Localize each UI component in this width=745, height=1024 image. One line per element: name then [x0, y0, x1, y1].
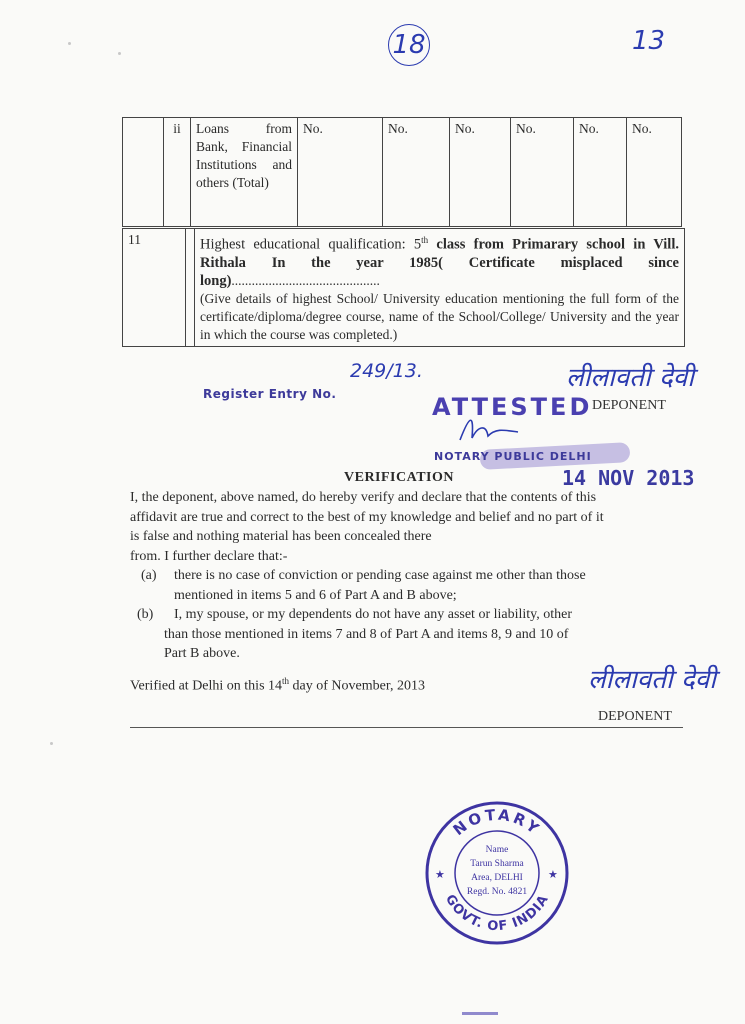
table-cell: No. [298, 118, 383, 227]
table-row [123, 118, 682, 227]
date-stamp: 14 NOV 2013 [562, 466, 695, 490]
clause-b-label: (b) [137, 607, 154, 622]
seal-line-3: Area, DELHI [471, 873, 523, 883]
verified-sup: th [282, 676, 290, 686]
register-entry-stamp: Register Entry No. [203, 387, 337, 401]
qualification-lead: Highest educational qualification: 5 [200, 236, 422, 253]
row-index: 11 [123, 229, 186, 347]
assets-table-row-ii [122, 117, 682, 227]
verification-line: is false and nothing material has been concealed there [130, 529, 432, 544]
seal-line-2: Tarun Sharma [470, 859, 524, 869]
table-cell: No. [383, 118, 450, 227]
page-number: 13 [632, 26, 666, 56]
row-index: ii [164, 118, 191, 227]
clause-line: than those mentioned in items 7 and 8 of Part A and items 8, 9 and 10 of [164, 626, 569, 642]
verified-prefix: Verified at Delhi on this 14 [130, 678, 283, 694]
deponent-signature: लीलावती देवी [566, 363, 694, 393]
table-cell-empty [123, 118, 164, 227]
verification-line: from. I further declare that:- [130, 548, 288, 564]
table-cell: No. [511, 118, 574, 227]
seal-line-4: Regd. No. 4821 [466, 887, 528, 897]
deponent-label: DEPONENT [598, 709, 672, 724]
notary-public-stamp: NOTARY PUBLIC DELHI [434, 450, 592, 463]
row-label-text: Loans from Bank, Financial Institutions and others (Total) [196, 121, 292, 190]
table-cell-empty [186, 229, 195, 347]
table-cell: No. [627, 118, 682, 227]
qualification-dots: ............................................ [231, 272, 380, 288]
register-entry-number: 249/13. [350, 360, 423, 382]
verification-body [130, 488, 690, 664]
clause-a-label: (a) [141, 568, 157, 583]
divider-line [130, 727, 683, 728]
circled-number-text: 18 [392, 30, 426, 60]
stamp-fragment [462, 1012, 498, 1015]
seal-line-1: Name [485, 845, 509, 855]
scan-speck [50, 742, 53, 745]
seal-bottom-text: GOVT. OF INDIA [441, 892, 553, 935]
scan-speck [68, 42, 71, 45]
scan-speck [118, 52, 121, 55]
clause-b [130, 605, 690, 664]
seal-top-text: NOTARY [449, 805, 545, 840]
qualification-detail: class from Primarary school in Vill. Rithala In the year 1985( Certificate misplaced since long) [200, 236, 679, 289]
attested-stamp: ATTESTED [432, 393, 593, 421]
clause-line: there is no case of conviction or pending case against me other than those [174, 568, 586, 583]
clause-line: mentioned in items 5 and 6 of Part A and B above; [174, 587, 457, 603]
clause-line: I, my spouse, or my dependents do not have any asset or liability, other [174, 607, 573, 622]
table-cell: No. [450, 118, 511, 227]
education-table-row-11 [122, 228, 685, 347]
table-row [123, 229, 685, 347]
verification-line: affidavit are true and correct to the best of my knowledge and belief and no part of it [130, 509, 604, 525]
verification-line: I, the deponent, above named, do hereby verify and declare that the contents of this [130, 490, 597, 505]
deponent-signature: लीलावती देवी [588, 665, 716, 695]
qualification-sup: th [421, 235, 429, 245]
verified-suffix: day of November, 2013 [289, 678, 425, 694]
clause-a [130, 566, 690, 605]
svg-text:GOVT. OF INDIA [442, 892, 552, 934]
table-cell: No. [574, 118, 627, 227]
education-qualification-cell [195, 229, 685, 347]
seal-star-left: ★ [435, 869, 445, 881]
clause-line: Part B above. [164, 646, 240, 661]
notary-seal [424, 800, 570, 946]
verification-heading: VERIFICATION [344, 470, 454, 485]
circled-page-number [388, 24, 430, 66]
notary-initials-scribble [452, 410, 522, 450]
row-label [191, 118, 298, 227]
seal-star-right: ★ [548, 869, 558, 881]
deponent-label: DEPONENT [592, 398, 666, 413]
verified-at-line [130, 672, 425, 696]
qualification-note: (Give details of highest School/ University education mentioning the full form of the certificate/diploma/degree course, name of the School/College/ University and the year in which the course was completed.) [200, 290, 679, 342]
